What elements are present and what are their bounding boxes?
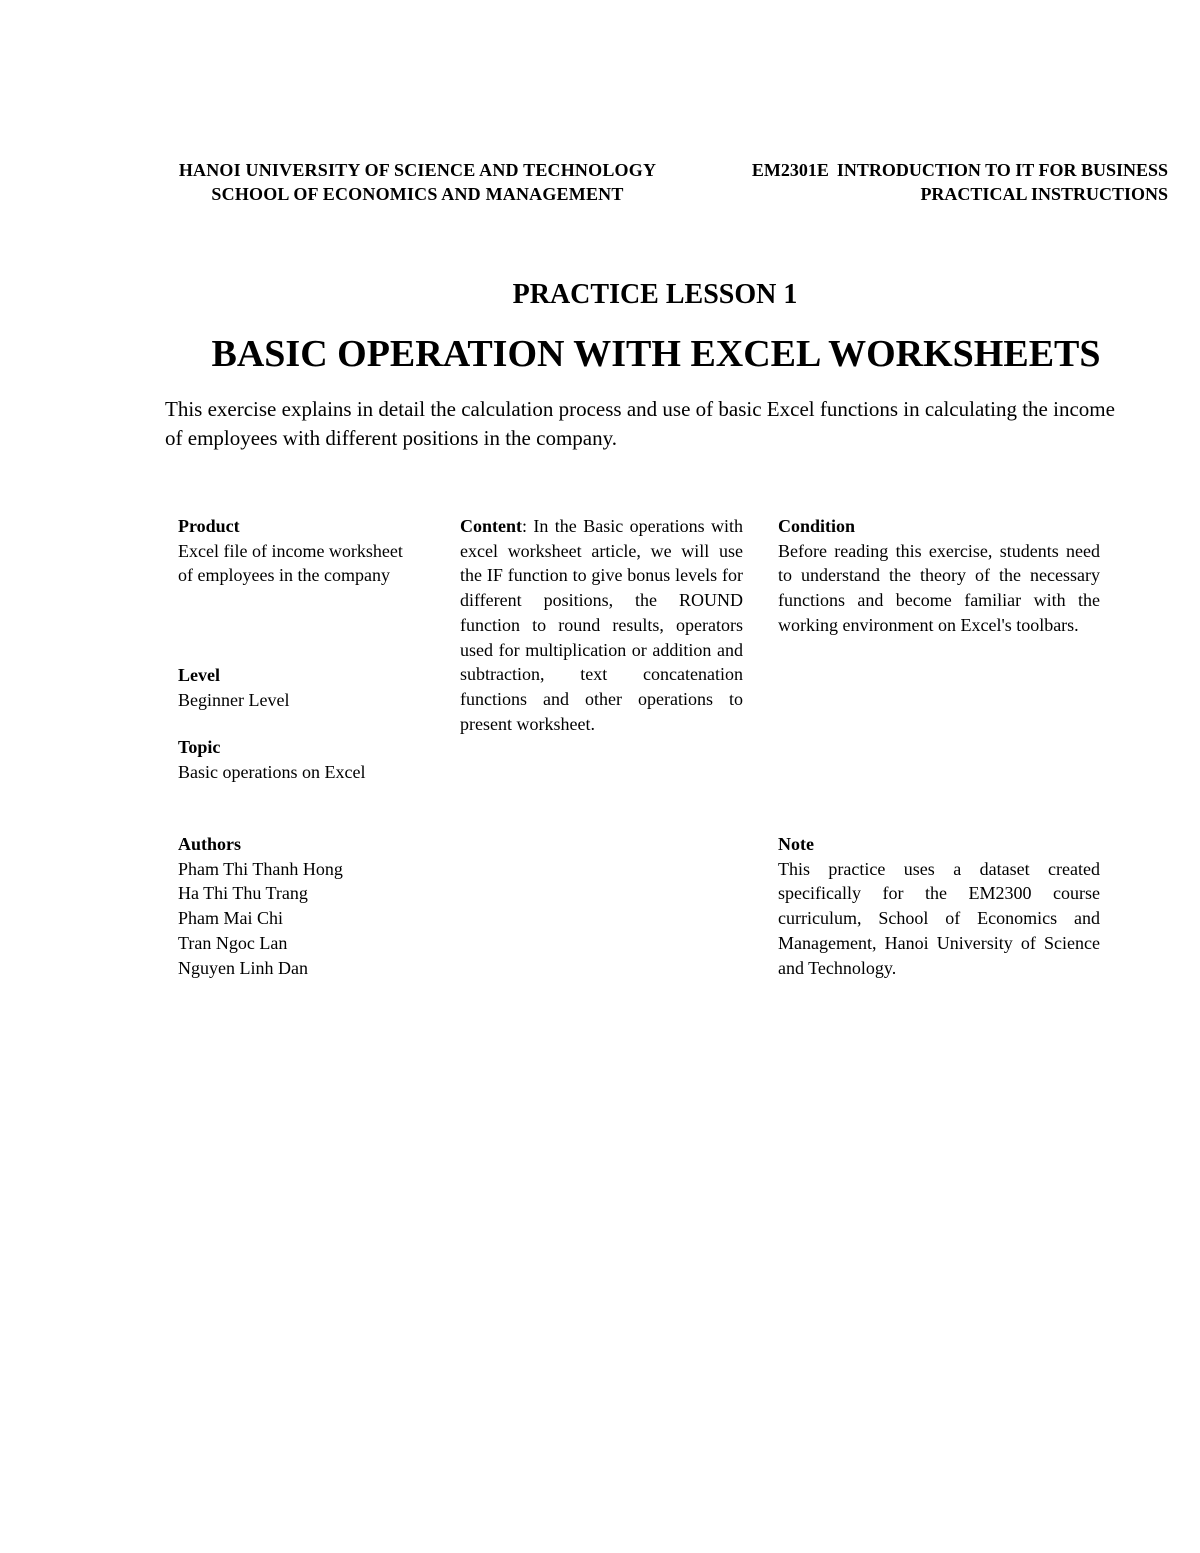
note-label: Note: [778, 834, 814, 854]
product-text: Excel file of income worksheet of employees in the company: [178, 540, 403, 586]
condition-text: Before reading this exercise, students need to understand the theory of the necessary functions and become familiar with the working environment on Excel's toolbars.: [778, 540, 1100, 635]
note-text: This practice uses a dataset created specifically for the EM2300 course curriculum, School of Economics and Management, Hanoi University of Science and Technology.: [778, 858, 1100, 978]
product-section: [178, 514, 418, 588]
author-name: Pham Mai Chi: [178, 908, 284, 929]
header-institution: [130, 158, 705, 206]
header-course: [698, 158, 1168, 206]
note-section: [778, 832, 1100, 980]
level-text: Beginner Level: [178, 689, 290, 710]
intro-paragraph: This exercise explains in detail the calculation process and use of basic Excel functions in calculating the income of employees with different positions in the company.: [165, 397, 1115, 450]
content-section: [460, 514, 743, 736]
author-name: Nguyen Linh Dan: [178, 957, 308, 978]
authors-label: Authors: [178, 834, 242, 854]
content-text: : In the Basic operations with excel worksheet article, we will use the IF function to give bonus levels for different positions, the ROUND function to round results, operators used for multiplication or addition and subtraction, text concatenation functions and other operations to present worksheet.: [460, 516, 743, 734]
product-label: Product: [178, 516, 240, 536]
author-name: Pham Thi Thanh Hong: [178, 858, 343, 879]
level-label: Level: [178, 665, 220, 685]
condition-section: [778, 514, 1100, 638]
course-line: [698, 158, 1168, 182]
content-label: Content: [460, 516, 522, 536]
author-name: Tran Ngoc Lan: [178, 932, 288, 953]
topic-section: [178, 735, 418, 784]
document-type: PRACTICAL INSTRUCTIONS: [920, 184, 1168, 204]
level-section: [178, 663, 418, 712]
course-title: INTRODUCTION TO IT FOR BUSINESS: [836, 160, 1168, 180]
topic-label: Topic: [178, 737, 221, 757]
practice-lesson-label: PRACTICE LESSON 1: [512, 279, 798, 310]
topic-text: Basic operations on Excel: [178, 761, 366, 782]
school-name: SCHOOL OF ECONOMICS AND MANAGEMENT: [211, 184, 624, 204]
author-name: Ha Thi Thu Trang: [178, 883, 308, 904]
authors-list: [178, 857, 418, 981]
university-name: HANOI UNIVERSITY OF SCIENCE AND TECHNOLOGY: [178, 160, 657, 180]
condition-label: Condition: [778, 516, 856, 536]
course-code: EM2301E: [751, 160, 829, 180]
page-title: BASIC OPERATION WITH EXCEL WORKSHEETS: [211, 333, 1101, 375]
authors-section: [178, 832, 418, 980]
